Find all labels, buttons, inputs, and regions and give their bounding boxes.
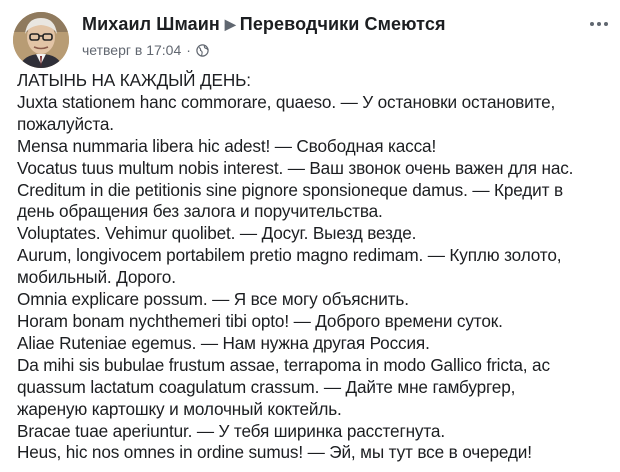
post-text-line: пожалуйста. — [17, 113, 114, 134]
meta-separator: · — [186, 42, 191, 58]
post-text-line: Heus, hic nos omnes in ordine sumus! — Эй, мы тут все в очереди! — [17, 442, 532, 463]
post-text-line: Aurum, longivocem portabilem pretio magno redimam. — Куплю золото, — [17, 245, 562, 266]
post-header-title — [82, 14, 446, 35]
post-text-line: Horam bonam nychthemeri tibi opto! — Доброго времени суток. — [17, 310, 503, 331]
post-text-line: Omnia explicare possum. — Я все могу объяснить. — [17, 289, 409, 310]
author-name-link[interactable]: Михаил Шмаин — [82, 14, 220, 34]
globe-icon[interactable] — [196, 44, 209, 57]
post-text-line: день обращения без залога и поручительства. — [17, 201, 383, 222]
post-text-line: Da mihi sis bubulae frustum assae, terrapoma in modo Gallico fricta, ac — [17, 354, 550, 375]
post-body — [17, 70, 617, 464]
post-text-line: Voluptates. Vehimur quolibet. — Досуг. Выезд везде. — [17, 223, 417, 244]
post-text-line: Creditum in die petitionis sine pignore sponsioneque damus. — Кредит в — [17, 179, 563, 200]
avatar-photo — [13, 12, 69, 68]
post-text-line: Vocatus tuus multum nobis interest. — Ваш звонок очень важен для нас. — [17, 157, 574, 178]
more-dot — [597, 22, 601, 26]
more-dot — [590, 22, 594, 26]
group-name-link[interactable]: Переводчики Смеются — [239, 14, 446, 34]
post-text-line: жареную картошку и молочный коктейль. — [17, 398, 342, 419]
more-dot — [604, 22, 608, 26]
post-timestamp-link[interactable]: четверг в 17:04 — [82, 42, 182, 58]
post-text-line: Aliae Ruteniae egemus. — Нам нужна другая Россия. — [17, 332, 430, 353]
post-text-line: Mensa nummaria libera hic adest! — Свободная касса! — [17, 135, 437, 156]
post-text-line: quassum lactatum coagulatum crassum. — Дайте мне гамбургер, — [17, 376, 516, 397]
post-text-line: ЛАТЫНЬ НА КАЖДЫЙ ДЕНЬ: — [17, 70, 251, 90]
triangle-right-icon: ▶ — [224, 16, 236, 32]
post-text-line: мобильный. Дорого. — [17, 267, 176, 288]
post-text-line: Juxta stationem hanc commorare, quaeso. — У остановки остановите, — [17, 91, 556, 112]
post-meta — [82, 42, 209, 58]
more-options-icon[interactable] — [583, 14, 615, 34]
author-avatar[interactable] — [13, 12, 69, 68]
post-text-line: Bracae tuae aperiuntur. — У тебя ширинка расстегнута. — [17, 420, 445, 441]
